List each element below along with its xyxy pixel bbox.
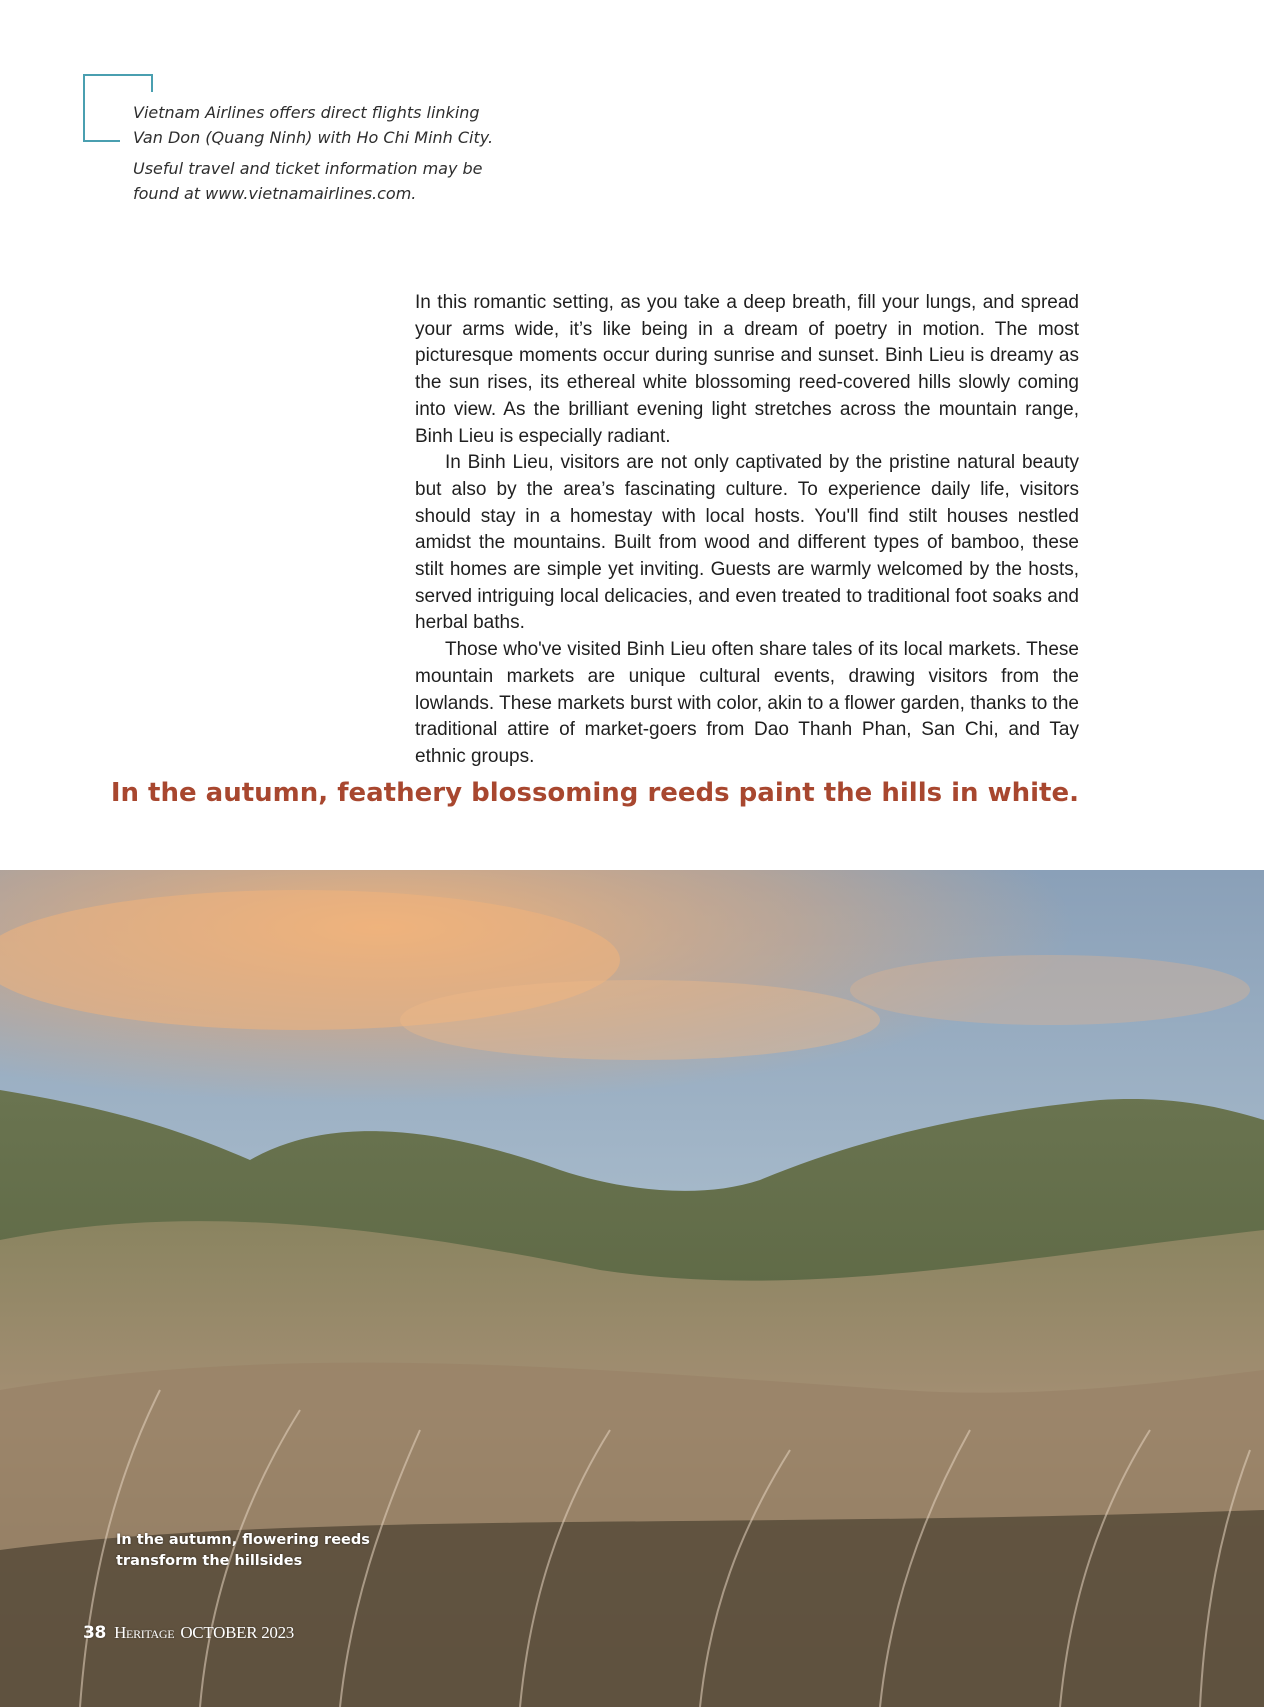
sidenote-flights: Vietnam Airlines offers direct flights linking Van Don (Quang Ninh) with Ho Chi Minh City. bbox=[133, 103, 494, 147]
page-folio bbox=[83, 1623, 294, 1643]
sidenote-info: Useful travel and ticket information may be found at www.vietnamairlines.com. bbox=[133, 159, 483, 203]
body-paragraph-3: Those who've visited Binh Lieu often share tales of its local markets. These mountain markets are unique cultural events, drawing visitors from the lowlands. These markets burst with color, akin to a flower garden, thanks to the traditional attire of market-goers from Dao Thanh Phan, San Chi, and Tay ethnic groups. bbox=[415, 639, 1079, 767]
page-number: 38 bbox=[83, 1623, 107, 1643]
photo-caption: In the autumn, flowering reeds transform the hillsides bbox=[116, 1532, 370, 1569]
reed-hills-photo bbox=[0, 870, 1264, 1707]
magazine-name: Heritage bbox=[114, 1623, 175, 1642]
issue-date: OCTOBER 2023 bbox=[180, 1623, 294, 1642]
body-paragraph-1: In this romantic setting, as you take a deep breath, fill your lungs, and spread your arms wide, it’s like being in a dream of poetry in motion. The most picturesque moments occur during sunrise and sunset. Binh Lieu is dreamy as the sun rises, its ethereal white blossoming reed-covered hills slowly coming into view. As the brilliant evening light stretches across the mountain range, Binh Lieu is especially radiant. bbox=[415, 292, 1079, 447]
article-body bbox=[415, 290, 1079, 771]
travel-sidenote bbox=[133, 100, 513, 212]
body-paragraph-2: In Binh Lieu, visitors are not only captivated by the pristine natural beauty but also by the area’s fascinating culture. To experience daily life, visitors should stay in a homestay with local hosts. You'll find stilt houses nestled amidst the mountains. Built from wood and different types of bamboo, these stilt homes are simple yet inviting. Guests are warmly welcomed by the hosts, served intriguing local delicacies, and even treated to traditional foot soaks and herbal baths. bbox=[415, 452, 1079, 634]
pull-quote: In the autumn, feathery blossoming reeds paint the hills in white. bbox=[110, 778, 1079, 808]
